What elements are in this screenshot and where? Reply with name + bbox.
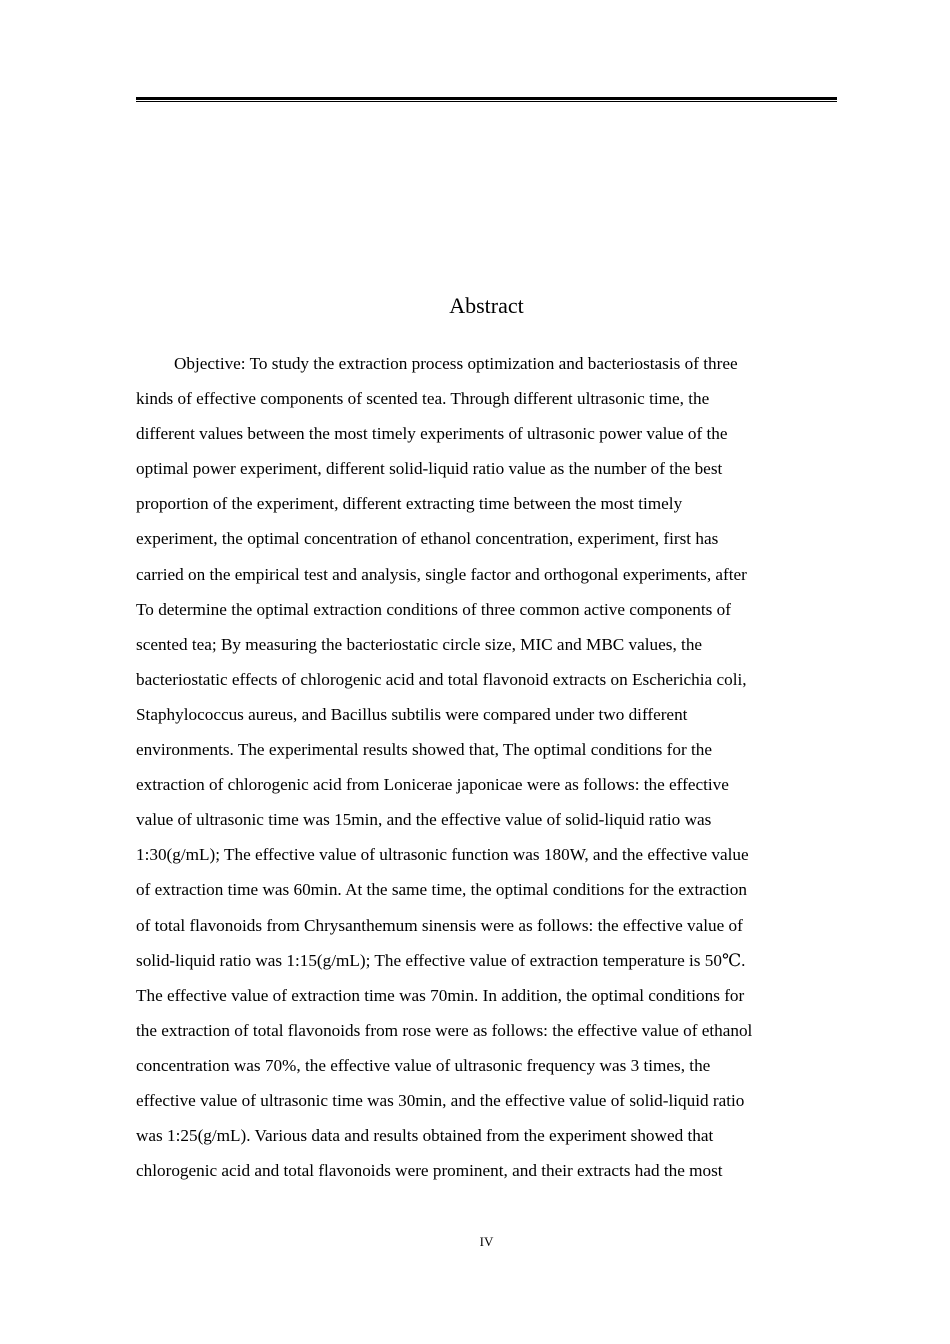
abstract-line: value of ultrasonic time was 15min, and the effective value of solid-liquid ratio was: [136, 810, 712, 830]
page-number: IV: [479, 1234, 494, 1249]
abstract-line: different values between the most timely experiments of ultrasonic power value of the: [136, 424, 728, 444]
abstract-line: chlorogenic acid and total flavonoids were prominent, and their extracts had the most: [136, 1161, 723, 1181]
page-title: Abstract: [449, 293, 524, 318]
abstract-line: proportion of the experiment, different extracting time between the most timely: [136, 494, 683, 514]
abstract-line: The effective value of extraction time was 70min. In addition, the optimal conditions for: [136, 985, 745, 1005]
abstract-line: 1:30(g/mL); The effective value of ultrasonic function was 180W, and the effective value: [136, 845, 749, 865]
abstract-line: effective value of ultrasonic time was 30min, and the effective value of solid-liquid ratio: [136, 1090, 745, 1110]
abstract-line: environments. The experimental results showed that, The optimal conditions for the: [136, 740, 712, 760]
abstract-line: concentration was 70%, the effective value of ultrasonic frequency was 3 times, the: [136, 1055, 711, 1075]
abstract-body: [136, 346, 826, 1188]
abstract-line: of total flavonoids from Chrysanthemum sinensis were as follows: the effective value of: [136, 915, 743, 935]
abstract-line: Objective: To study the extraction process optimization and bacteriostasis of three: [174, 354, 738, 373]
abstract-line: experiment, the optimal concentration of ethanol concentration, experiment, first has: [136, 529, 719, 549]
abstract-line: extraction of chlorogenic acid from Lonicerae japonicae were as follows: the effective: [136, 775, 729, 795]
abstract-line: kinds of effective components of scented tea. Through different ultrasonic time, the: [136, 389, 710, 409]
abstract-line: optimal power experiment, different solid-liquid ratio value as the number of the best: [136, 459, 723, 479]
abstract-line: was 1:25(g/mL). Various data and results obtained from the experiment showed that: [136, 1126, 714, 1146]
abstract-line: solid-liquid ratio was 1:15(g/mL); The effective value of extraction temperature is 50℃.: [136, 950, 746, 970]
header-rule-thin: [136, 101, 837, 102]
abstract-line: the extraction of total flavonoids from rose were as follows: the effective value of ethanol: [136, 1020, 753, 1040]
header-double-rule: [136, 97, 837, 102]
abstract-line: Staphylococcus aureus, and Bacillus subtilis were compared under two different: [136, 704, 688, 724]
abstract-line: bacteriostatic effects of chlorogenic acid and total flavonoid extracts on Escherichia coli,: [136, 669, 747, 689]
abstract-line: To determine the optimal extraction conditions of three common active components of: [136, 599, 731, 619]
abstract-line: carried on the empirical test and analysis, single factor and orthogonal experiments, after: [136, 564, 747, 584]
abstract-line: of extraction time was 60min. At the same time, the optimal conditions for the extraction: [136, 880, 747, 900]
abstract-line: scented tea; By measuring the bacteriostatic circle size, MIC and MBC values, the: [136, 634, 703, 654]
